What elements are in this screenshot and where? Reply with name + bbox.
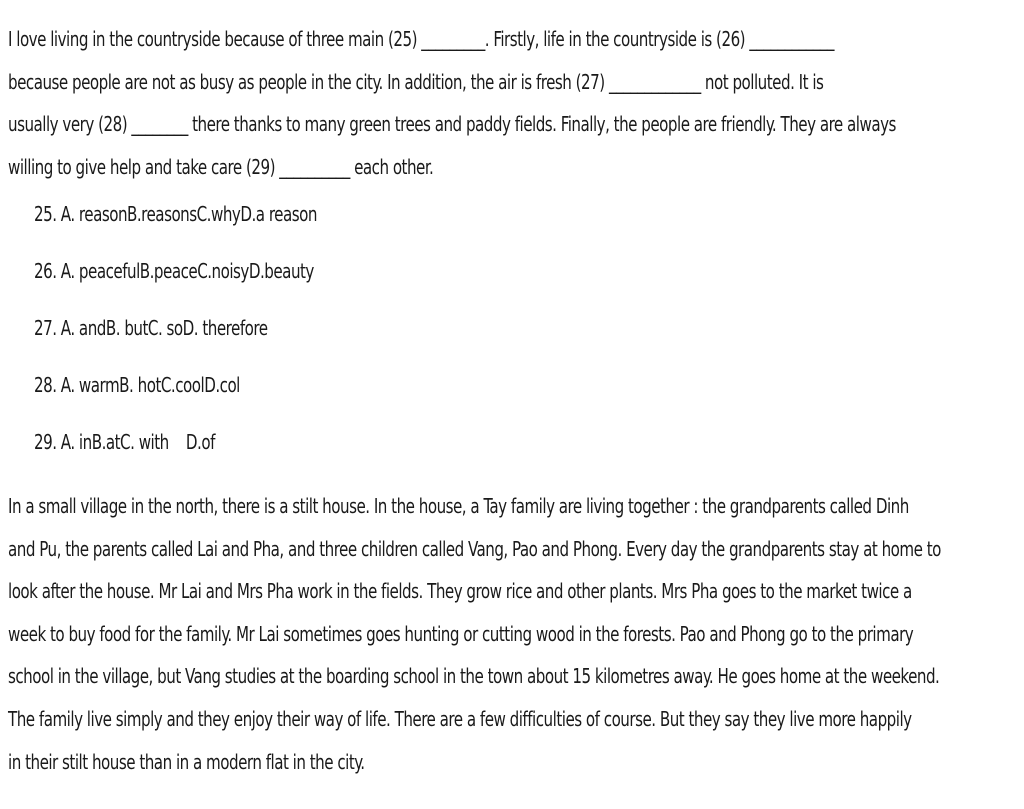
passage-line: because people are not as busy as people in the city. In addition, the air is fresh (27) _____________ not polluted. It is	[8, 69, 824, 94]
passage-line: week to buy food for the family. Mr Lai sometimes goes hunting or cutting wood in the forests. Pao and Phong go to the primary	[8, 621, 914, 646]
worksheet	[8, 18, 1008, 774]
passage-countryside	[8, 18, 1008, 188]
question-26: 26. A. peacefulB.peaceC.noisyD.beauty	[34, 259, 314, 284]
passage-line: in their stilt house than in a modern flat in the city.	[8, 749, 365, 774]
question-28: 28. A. warmB. hotC.coolD.col	[34, 373, 240, 398]
passage-line: look after the house. Mr Lai and Mrs Pha work in the fields. They grow rice and other plants. Mrs Pha goes to the market twice a	[8, 579, 912, 604]
passage-stilt-house	[8, 485, 1008, 783]
passage-line: In a small village in the north, there is a stilt house. In the house, a Tay family are living together : the grandparents called Dinh	[8, 494, 909, 518]
passage-line: and Pu, the parents called Lai and Pha, and three children called Vang, Pao and Phong. Every day the grandparents stay at home to	[8, 536, 941, 561]
question-27: 27. A. andB. butC. soD. therefore	[34, 316, 268, 341]
passage-line: The family live simply and they enjoy their way of life. There are a few difficulties of course. But they say they live more happily	[8, 706, 912, 731]
question-options-list	[8, 194, 1008, 479]
passage-line: I love living in the countryside because of three main (25) _________. Firstly, life in the countryside is (26) ____________	[8, 27, 834, 51]
question-25: 25. A. reasonB.reasonsC.whyD.a reason	[34, 202, 317, 227]
question-29: 29. A. inB.atC. with D.of	[34, 430, 215, 455]
passage-line: willing to give help and take care (29) __________ each other.	[8, 154, 434, 179]
passage-line: school in the village, but Vang studies at the boarding school in the town about 15 kilometres away. He goes home at the weekend.	[8, 664, 940, 689]
passage-line: usually very (28) ________ there thanks to many green trees and paddy fields. Finally, the people are friendly. They are always	[8, 112, 896, 137]
